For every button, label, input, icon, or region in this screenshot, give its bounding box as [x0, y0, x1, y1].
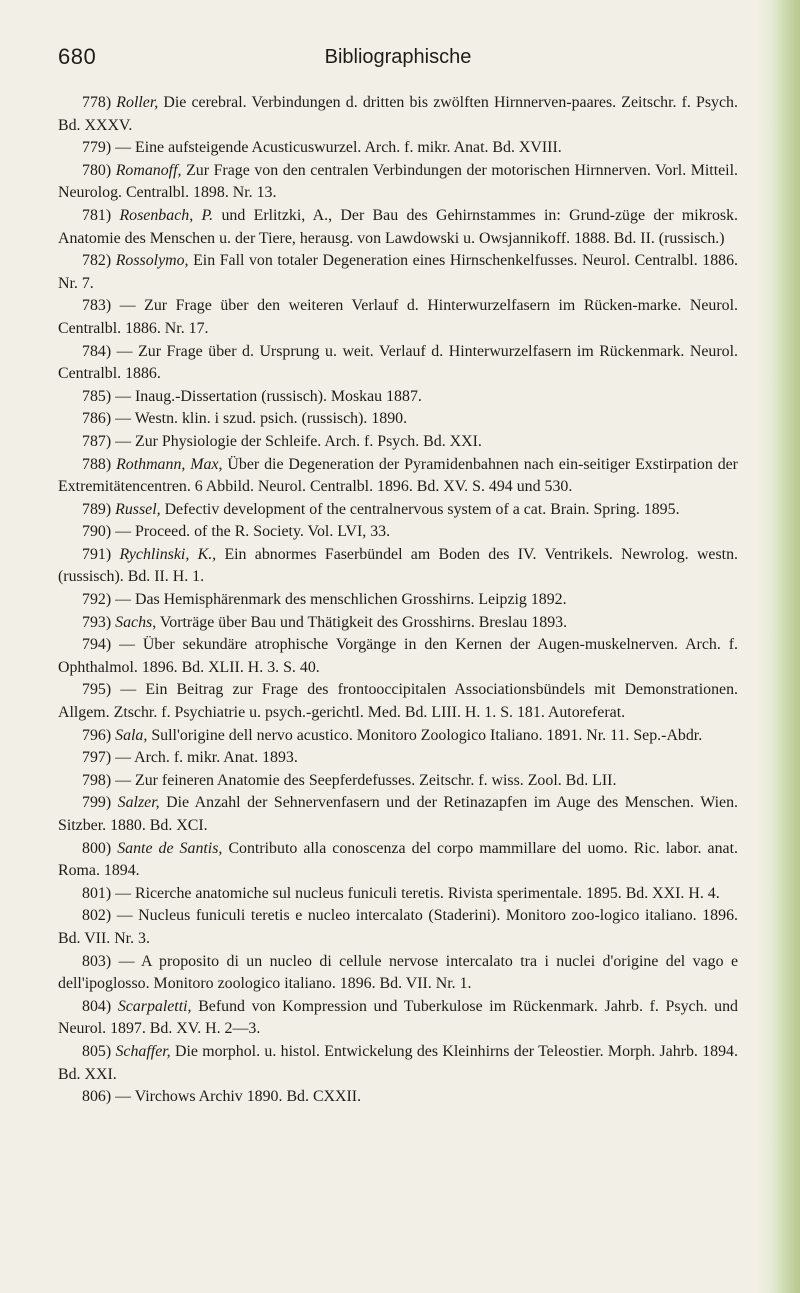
entry-number: 791): [82, 545, 112, 563]
entry-text: Vorträge über Bau und Thätigkeit des Grosshirns. Breslau 1893.: [159, 613, 568, 631]
entry-number: 800): [82, 839, 112, 857]
entry-text: — Zur Frage über den weiteren Verlauf d. Hinterwurzelfasern im Rücken-marke. Neurol. Centralbl. 1886. Nr. 17.: [58, 297, 738, 337]
entry-number: 806): [82, 1088, 112, 1106]
entry-author: Schaffer,: [115, 1042, 171, 1060]
bibliography-entry: [58, 341, 738, 386]
entry-text: Contributo alla conoscenza del corpo mammillare del uomo. Ric. labor. anat. Roma. 1894.: [58, 839, 738, 880]
bibliography-entry: [58, 499, 738, 522]
entry-author: Sante de Santis,: [117, 839, 223, 857]
entry-number: 796): [82, 726, 112, 744]
bibliography-entry: [58, 250, 738, 295]
entry-text: — Nucleus funiculi teretis e nucleo intercalato (Staderini). Monitoro zoo-logico italiano. 1896. Bd. VII. Nr. 3.: [58, 907, 738, 947]
entry-text: — A proposito di un nucleo di cellule nervose intercalato tra i nuclei d'origine del vago e dell'ipoglosso. Monitoro zoologico italiano. 1896. Bd. VII. Nr. 1.: [58, 952, 738, 993]
entry-text: Zur Frage von den centralen Verbindungen der motorischen Hirnnerven. Vorl. Mitteil. Neurolog. Centralbl. 1898. Nr. 13.: [58, 161, 738, 202]
entry-author: Scarpaletti,: [117, 997, 192, 1015]
bibliography-entry: [58, 1041, 738, 1086]
entry-author: Roller,: [116, 94, 159, 111]
entry-number: 779): [82, 139, 112, 157]
entry-number: 794): [82, 636, 112, 654]
entry-number: 780): [82, 161, 112, 179]
bibliography-entry: [58, 951, 738, 996]
entry-number: 802): [82, 907, 112, 925]
bibliography-entry: [58, 160, 738, 205]
entry-number: 792): [82, 591, 112, 609]
entry-number: 798): [82, 771, 112, 789]
bibliography-entry: [58, 792, 738, 837]
entry-text: — Ricerche anatomiche sul nucleus funiculi teretis. Rivista sperimentale. 1895. Bd. XXI. H. 4.: [115, 884, 720, 902]
entry-text: — Arch. f. mikr. Anat. 1893.: [115, 749, 298, 767]
bibliography-entry: [58, 431, 738, 454]
bibliography-entry: [58, 679, 738, 724]
entry-text: — Westn. klin. i szud. psich. (russisch). 1890.: [115, 410, 408, 428]
entry-text: — Zur Physiologie der Schleife. Arch. f. Psych. Bd. XXI.: [115, 432, 482, 450]
bibliography-entry: [58, 454, 738, 499]
entry-number: 789): [82, 500, 112, 518]
entry-number: 793): [82, 613, 112, 631]
entry-text: — Ein Beitrag zur Frage des frontooccipitalen Associationsbündels mit Demonstrationen. Allgem. Ztschr. f. Psychiatrie u. psych.-gerichtl. Med. Bd. LIII. H. 1. S. 181. Autoreferat.: [58, 681, 738, 722]
bibliography-entry: [58, 589, 738, 612]
entry-number: 783): [82, 297, 112, 315]
entry-number: 778): [82, 94, 112, 111]
bibliography-entry: [58, 996, 738, 1041]
bibliography-entry: [58, 544, 738, 589]
entry-text: — Zur Frage über d. Ursprung u. weit. Verlauf d. Hinterwurzelfasern im Rückenmark. Neurol. Centralbl. 1886.: [58, 342, 738, 383]
entry-text: und Erlitzki, A., Der Bau des Gehirnstammes in: Grund-züge der mikrosk. Anatomie des Menschen u. der Tiere, herausg. von Lawdowski u. Owsjannikoff. 1888. Bd. II. (russisch.): [58, 206, 738, 247]
entry-text: Defectiv development of the centralnervous system of a cat. Brain. Spring. 1895.: [164, 500, 680, 518]
entry-text: — Über sekundäre atrophische Vorgänge in den Kernen der Augen-muskelnerven. Arch. f. Ophthalmol. 1896. Bd. XLII. H. 3. S. 40.: [58, 636, 738, 676]
entry-number: 795): [82, 681, 112, 699]
entry-number: 797): [82, 749, 112, 767]
entry-text: — Eine aufsteigende Acusticuswurzel. Arch. f. mikr. Anat. Bd. XVIII.: [115, 139, 562, 157]
entry-text: Die morphol. u. histol. Entwickelung des Kleinhirns der Teleostier. Morph. Jahrb. 1894. Bd. XXI.: [58, 1042, 738, 1083]
entry-number: 804): [82, 997, 112, 1015]
entry-text: Befund von Kompression und Tuberkulose im Rückenmark. Jahrb. f. Psych. und Neurol. 1897. Bd. XV. H. 2—3.: [58, 997, 738, 1038]
entry-number: 790): [82, 523, 112, 541]
bibliography-entry: [58, 725, 738, 748]
entry-author: Rossolymo,: [115, 252, 189, 270]
bibliography-entry: [58, 838, 738, 883]
entry-number: 784): [82, 342, 112, 360]
entry-number: 801): [82, 884, 112, 902]
bibliography-entry: [58, 883, 738, 906]
entry-author: Sachs,: [115, 613, 157, 631]
bibliography-entry: [58, 1086, 738, 1109]
bibliography-entry: [58, 521, 738, 544]
entry-author: Salzer,: [117, 794, 160, 812]
entry-text: — Zur feineren Anatomie des Seepferdefusses. Zeitschr. f. wiss. Zool. Bd. LII.: [115, 771, 617, 789]
entry-text: Sull'origine dell nervo acustico. Monitoro Zoologico Italiano. 1891. Nr. 11. Sep.-Abdr.: [151, 726, 703, 744]
entry-number: 788): [82, 455, 112, 473]
entry-text: Die Anzahl der Sehnervenfasern und der Retinazapfen im Auge des Menschen. Wien. Sitzber. 1880. Bd. XCI.: [58, 794, 738, 834]
page-header: [58, 44, 738, 74]
entry-number: 799): [82, 794, 112, 812]
bibliography-entry: [58, 92, 738, 137]
entry-text: — Virchows Archiv 1890. Bd. CXXII.: [115, 1088, 362, 1106]
entry-author: Sala,: [115, 726, 148, 744]
entry-text: Über die Degeneration der Pyramidenbahnen nach ein-seitiger Exstirpation der Extremitätencentren. 6 Abbild. Neurol. Centralbl. 1896. Bd. XV. S. 494 und 530.: [58, 455, 738, 496]
entry-number: 803): [82, 952, 112, 970]
page-edge-shading: [758, 0, 800, 1293]
entry-number: 786): [82, 410, 112, 428]
bibliography-entry: [58, 747, 738, 770]
entry-author: Russel,: [115, 500, 161, 518]
entry-text: — Das Hemisphärenmark des menschlichen Grosshirns. Leipzig 1892.: [115, 591, 567, 609]
bibliography-entry: [58, 905, 738, 950]
entry-author: Rosenbach, P.: [119, 206, 214, 224]
bibliography-entry: [58, 137, 738, 160]
entry-number: 782): [82, 252, 112, 270]
bibliography-entry: [58, 408, 738, 431]
bibliography-entry: [58, 612, 738, 635]
entry-text: Ein Fall von totaler Degeneration eines Hirnschenkelfusses. Neurol. Centralbl. 1886. Nr. 7.: [58, 252, 738, 292]
bibliography-list: [58, 92, 738, 1109]
entry-number: 787): [82, 432, 112, 450]
entry-number: 805): [82, 1042, 112, 1060]
bibliography-entry: [58, 634, 738, 679]
entry-number: 785): [82, 387, 112, 405]
running-title: Bibliographische: [324, 46, 472, 68]
entry-number: 781): [82, 206, 112, 224]
page-number: 680: [58, 44, 97, 69]
entry-author: Rychlinski, K.,: [119, 545, 217, 563]
entry-text: — Proceed. of the R. Society. Vol. LVI, 33.: [115, 523, 391, 541]
bibliography-entry: [58, 295, 738, 340]
bibliography-entry: [58, 205, 738, 250]
entry-author: Rothmann, Max,: [116, 455, 223, 473]
entry-text: Ein abnormes Faserbündel am Boden des IV. Ventrikels. Newrolog. westn. (russisch). Bd. II. H. 1.: [58, 545, 738, 586]
bibliography-entry: [58, 770, 738, 793]
bibliography-entry: [58, 386, 738, 409]
entry-text: Die cerebral. Verbindungen d. dritten bis zwölften Hirnnerven-paares. Zeitschr. f. Psych. Bd. XXXV.: [58, 94, 738, 134]
entry-author: Romanoff,: [115, 161, 182, 179]
entry-text: — Inaug.-Dissertation (russisch). Moskau 1887.: [115, 387, 422, 405]
